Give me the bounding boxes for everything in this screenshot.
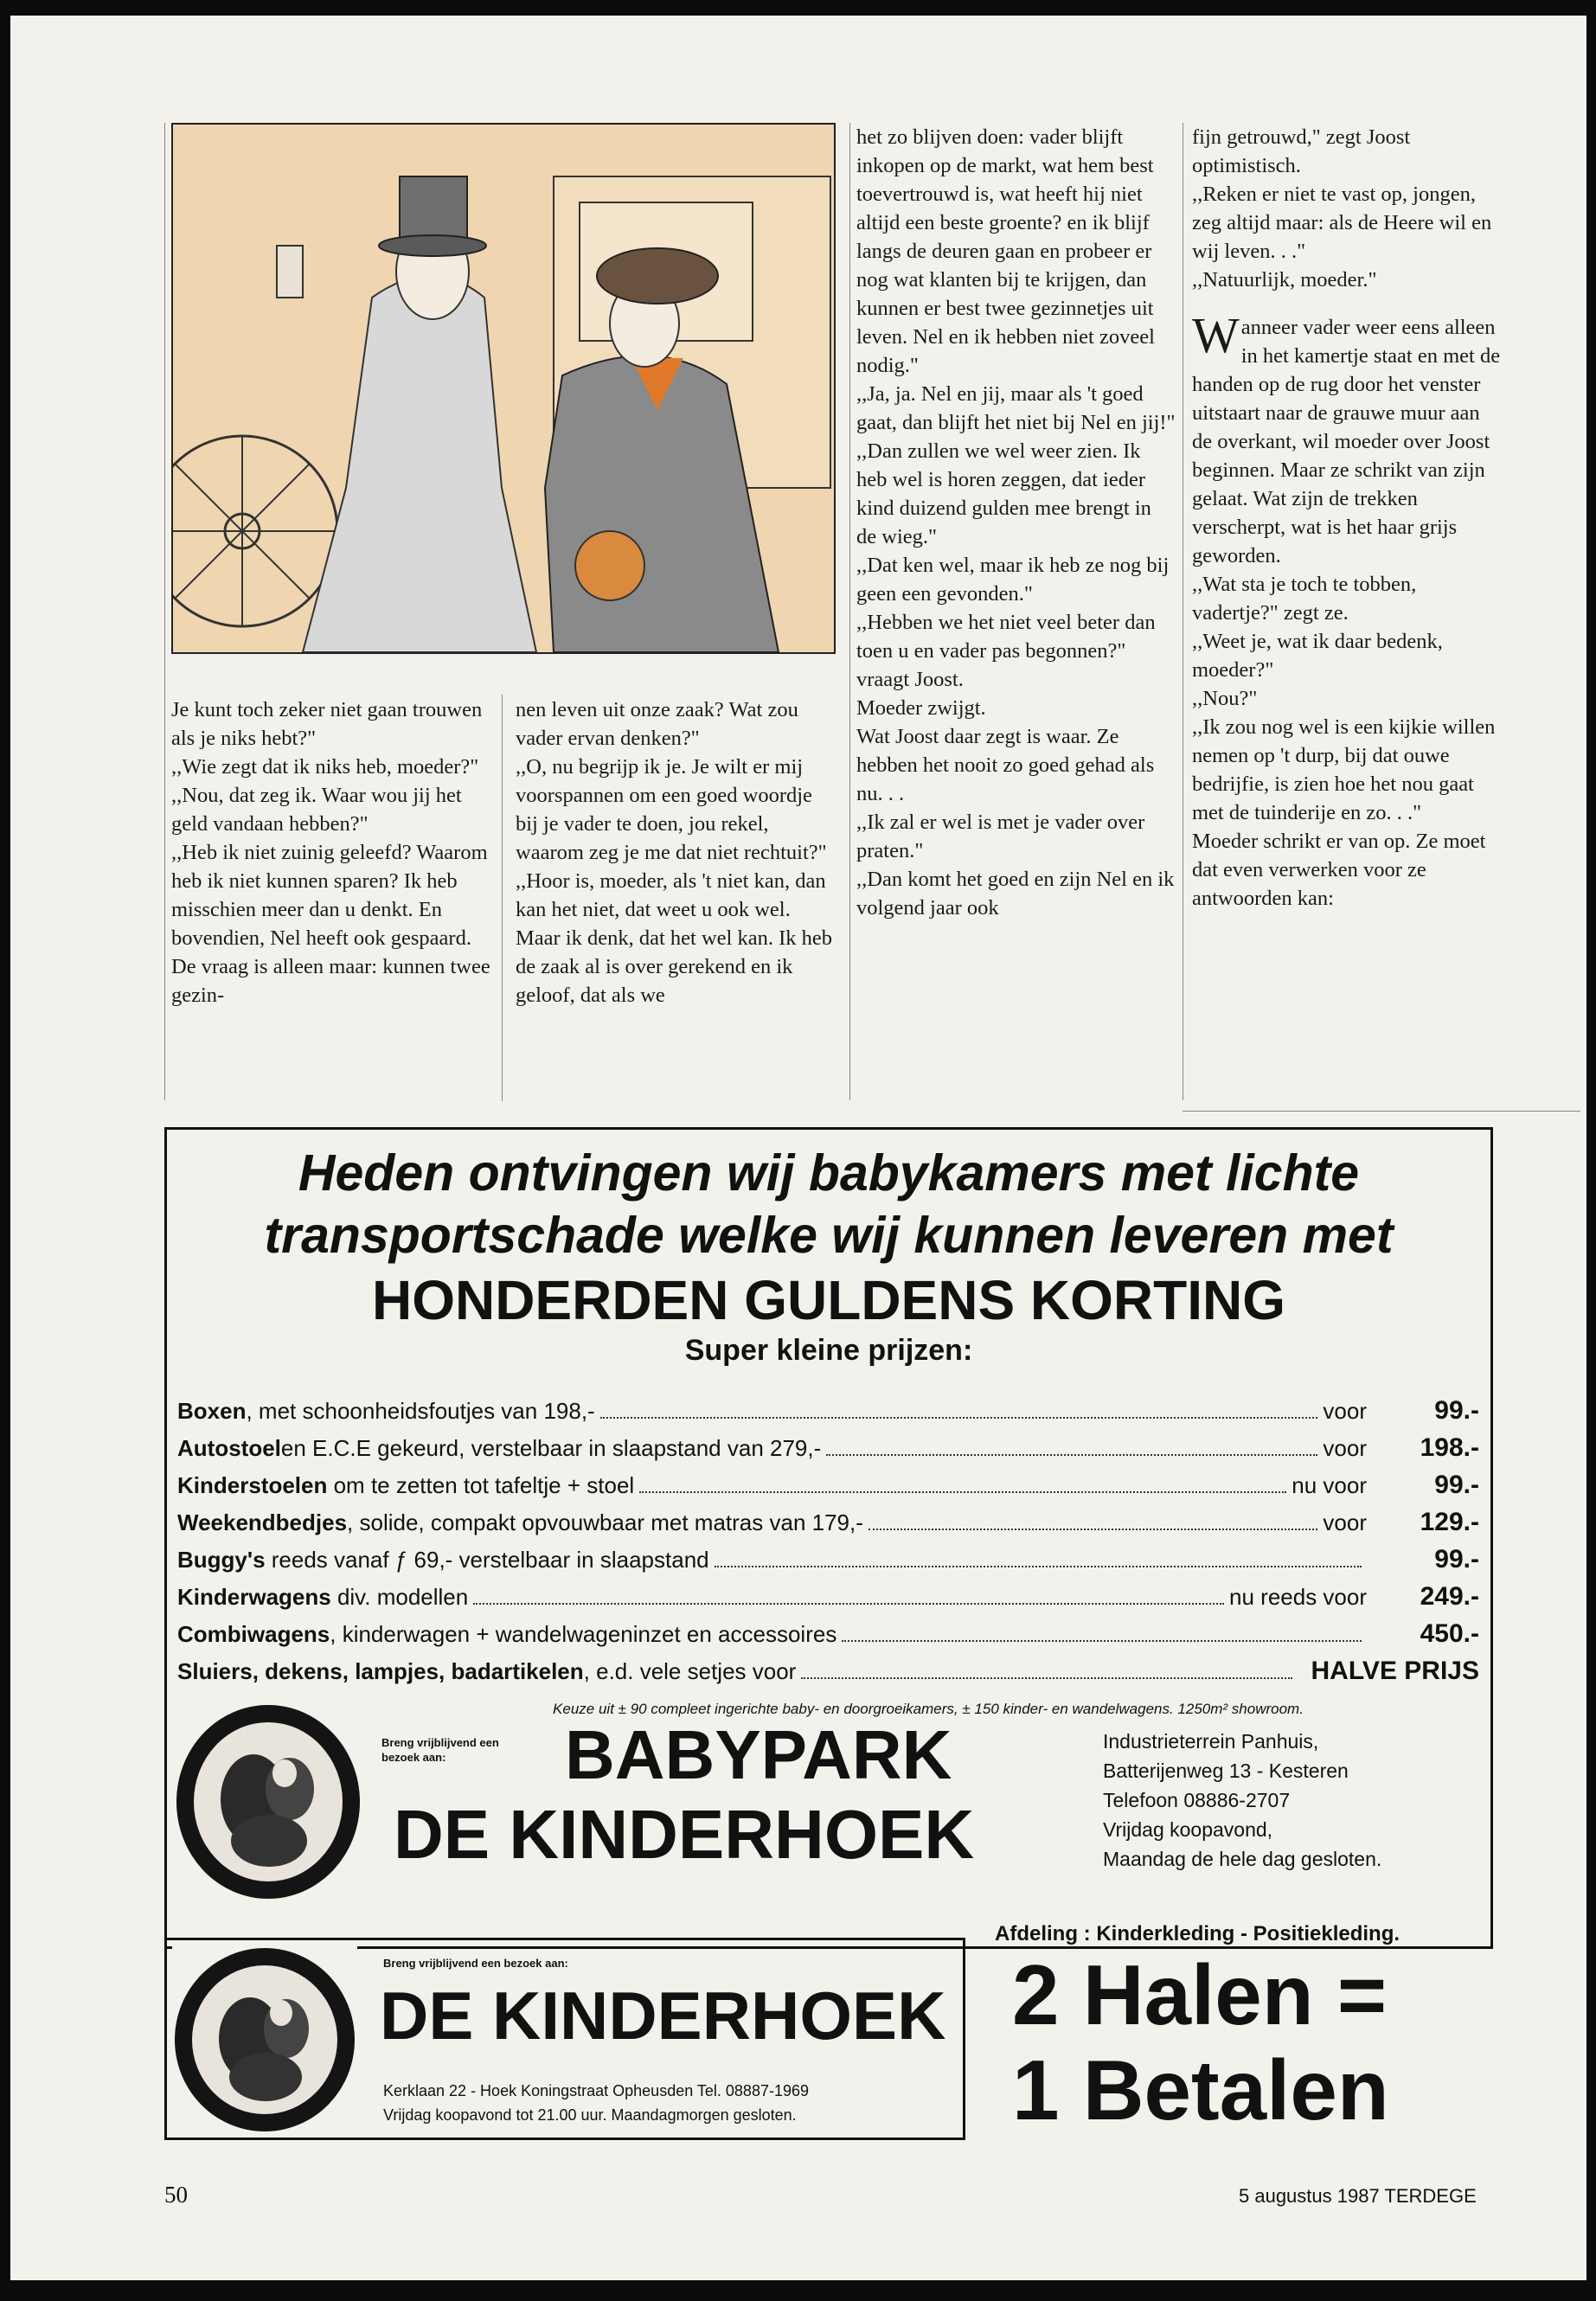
item-voor: voor [1323, 1435, 1367, 1461]
item-name: Weekendbedjes [177, 1509, 348, 1535]
paragraph: ,,O, nu begrijp ik je. Je wilt er mij voorspannen om een goed woordje bij je vader te doen, jou rekel, waarom zeg je me dat niet rechtuit?" [516, 755, 827, 864]
address-line: Industrieterrein Panhuis, [1103, 1730, 1319, 1753]
kinderhoek-logo-medallion [172, 1945, 357, 2134]
item-price: HALVE PRIJS [1311, 1657, 1479, 1685]
price-row [177, 1657, 1479, 1694]
paragraph: fijn getrouwd," zegt Joost optimistisch. [1192, 125, 1411, 177]
item-name: Kinderwagens [177, 1584, 331, 1610]
paragraph: ,,Heb ik niet zuinig geleefd? Waarom heb ik niet kunnen sparen? Ik heb misschien meer dan u denkt. En bovendien, Nel heeft ook gespaard. De vraag is alleen maar: kunnen twee gezin- [171, 841, 490, 1007]
paragraph: ,,Wie zegt dat ik niks heb, moeder?" [171, 755, 479, 779]
item-name: Boxen [177, 1398, 247, 1424]
medallion-icon [174, 1702, 362, 1901]
address-line: Maandag de hele dag gesloten. [1103, 1848, 1382, 1870]
leader-dots [801, 1677, 1292, 1679]
price-row [177, 1582, 1479, 1619]
item-description: , kinderwagen + wandelwageninzet en accessoires [330, 1621, 837, 1647]
item-description: , solide, compakt opvouwbaar met matras van 179,- [347, 1509, 863, 1535]
medallion-icon [172, 1945, 357, 2134]
paragraph [1192, 307, 1503, 570]
leader-dots [639, 1491, 1286, 1493]
item-voor: voor [1323, 1398, 1367, 1424]
paragraph: ,,Ik zou nog wel is een kijkie willen nemen op 't durp, bij dat ouwe bedrijfie, is zien hoe het nou gaat met de tuinderije en zo. . ." [1192, 715, 1496, 824]
paragraph-text: anneer vader weer eens alleen in het kamertje staat en met de handen op de rug door het venster uitstaart naar de grauwe muur aan de overkant, wil moeder over Joost beginnen. Maar ze schrikt van zijn gelaat. Wat zijn de trekken verscherpt, wat is het haar grijs geworden. [1192, 316, 1501, 567]
kinderhoek-name: DE KINDERHOEK [380, 1977, 946, 2054]
halen-slogan: 2 Halen = [1012, 1947, 1388, 2042]
price-row [177, 1433, 1479, 1471]
paragraph: ,,Hebben we het niet veel beter dan toen u en vader pas begonnen?" vraagt Joost. [856, 611, 1156, 691]
babypark-name: BABYPARK [565, 1716, 952, 1793]
couple-illustration-image [173, 125, 834, 652]
drop-cap: W [1192, 307, 1240, 363]
paragraph: ,,Dat ken wel, maar ik heb ze nog bij geen een gevonden." [856, 554, 1170, 606]
item-price: 99.- [1434, 1396, 1479, 1425]
ad-subtitle: Super kleine prijzen: [684, 1334, 973, 1367]
item-price: 450.- [1420, 1619, 1479, 1648]
address-line: Vrijdag koopavond, [1103, 1818, 1273, 1841]
paragraph: ,,Wat sta je toch te tobben, vadertje?" zegt ze. [1192, 573, 1417, 625]
paragraph: Je kunt toch zeker niet gaan trouwen als je niks hebt?" [171, 698, 483, 750]
leader-dots [826, 1454, 1317, 1456]
leader-dots [869, 1529, 1318, 1530]
paragraph: Moeder zwijgt. [856, 696, 986, 720]
paragraph: ,,Natuurlijk, moeder." [1192, 268, 1377, 292]
breng-label: Breng vrijblijvend een bezoek aan: [383, 1957, 568, 1970]
item-voor: nu voor [1292, 1472, 1367, 1498]
item-description: om te zetten tot tafeltje + stoel [327, 1472, 635, 1498]
column-rule [1183, 1111, 1580, 1112]
story-column-4 [1192, 123, 1503, 913]
afdeling-label: Afdeling : Kinderkleding - Positiekleding. [995, 1922, 1401, 1945]
item-price: 99.- [1434, 1545, 1479, 1574]
leader-dots [600, 1417, 1318, 1419]
story-column-1 [171, 695, 493, 1009]
babypark-advertisement [164, 1127, 1493, 1949]
paragraph: ,,Ik zal er wel is met je vader over praten." [856, 811, 1145, 862]
ad-address [1103, 1727, 1466, 1874]
paragraph: ,,Ja, ja. Nel en jij, maar als 't goed gaat, dan blijft het niet bij Nel en jij!" [856, 382, 1176, 434]
address-line: Vrijdag koopavond tot 21.00 uur. Maandagmorgen gesloten. [383, 2106, 797, 2124]
breng-label: Breng vrijblijvend een bezoek aan: [381, 1736, 499, 1764]
paragraph: Wat Joost daar zegt is waar. Ze hebben het nooit zo goed gehad als nu. . . [856, 725, 1155, 805]
leader-dots [473, 1603, 1224, 1605]
item-name: Sluiers, dekens, lampjes, badartikelen [177, 1658, 584, 1684]
column-rule [849, 123, 850, 1100]
paragraph: ,,Nou, dat zeg ik. Waar wou jij het geld vandaan hebben?" [171, 784, 462, 836]
paragraph: Moeder schrikt er van op. Ze moet dat even verwerken voor ze antwoorden kan: [1192, 830, 1486, 910]
leader-dots [842, 1640, 1362, 1642]
kinderhoek-name: DE KINDERHOEK [394, 1796, 975, 1873]
paragraph: ,,Weet je, wat ik daar bedenk, moeder?" [1192, 630, 1443, 682]
story-column-2 [516, 695, 839, 1009]
leader-dots [715, 1566, 1362, 1567]
address-line: Telefoon 08886-2707 [1103, 1789, 1291, 1811]
price-row [177, 1545, 1479, 1582]
item-price: 198.- [1420, 1433, 1479, 1462]
paragraph: ,,Nou?" [1192, 687, 1258, 710]
story-column-3 [856, 123, 1176, 922]
item-name: Kinderstoelen [177, 1472, 328, 1498]
price-row [177, 1396, 1479, 1433]
item-voor: voor [1323, 1509, 1367, 1535]
item-description: , met schoonheidsfoutjes van 198,- [246, 1398, 595, 1424]
item-description: reeds vanaf ƒ 69,- verstelbaar in slaapstand [265, 1547, 709, 1573]
item-voor: nu reeds voor [1229, 1584, 1367, 1610]
story-illustration [171, 123, 836, 654]
item-price: 249.- [1420, 1582, 1479, 1611]
item-price: 129.- [1420, 1508, 1479, 1536]
column-rule [164, 123, 165, 1100]
kinderhoek-advertisement [164, 1938, 965, 2140]
price-row [177, 1508, 1479, 1545]
babypark-logo-medallion [174, 1702, 362, 1901]
paragraph: ,,Dan zullen we wel weer zien. Ik heb wel is horen zeggen, dat ieder kind duizend gulden mee brengt in de wieg." [856, 439, 1151, 548]
paragraph: ,,Reken er niet te vast op, jongen, zeg altijd maar: als de Heere wil en wij leven. . ." [1192, 183, 1492, 263]
column-rule [502, 695, 503, 1101]
ad-headline-line-1: Heden ontvingen wij babykamers met lichte [298, 1144, 1360, 1202]
ad-keuze-note: Keuze uit ± 90 compleet ingerichte baby- en doorgroeikamers, ± 150 kinder- en wandelwagens. 1250m² showroom. [553, 1701, 1304, 1717]
paragraph: het zo blijven doen: vader blijft inkopen op de markt, wat hem best toevertrouwd is, wat heeft hij niet altijd een beste groente? en ik blijf langs de deuren gaan en probeer er nog wat klanten bij te krijgen, dan kunnen er best twee gezinnetjes uit leven. Nel en ik hebben niet zoveel nodig." [856, 125, 1155, 377]
item-name: Combiwagens [177, 1621, 330, 1647]
item-price: 99.- [1434, 1471, 1479, 1499]
price-row [177, 1619, 1479, 1657]
price-row [177, 1471, 1479, 1508]
kinderhoek-address [383, 2079, 809, 2127]
price-list [177, 1396, 1479, 1694]
ad-korting-headline: HONDERDEN GULDENS KORTING [371, 1269, 1286, 1331]
item-name: Buggy's [177, 1547, 266, 1573]
paragraph: ,,Dan komt het goed en zijn Nel en ik volgend jaar ook [856, 868, 1175, 920]
item-description: div. modellen [330, 1584, 469, 1610]
issue-label: 5 augustus 1987 TERDEGE [1239, 2185, 1477, 2207]
betalen-slogan: 1 Betalen [1012, 2042, 1389, 2138]
paragraph: nen leven uit onze zaak? Wat zou vader ervan denken?" [516, 698, 798, 750]
item-description: , e.d. vele setjes voor [583, 1658, 797, 1684]
page [10, 16, 1586, 2280]
page-number: 50 [164, 2182, 188, 2208]
address-line: Batterijenweg 13 - Kesteren [1103, 1759, 1349, 1782]
item-name: Autostoel [177, 1435, 281, 1461]
item-description: en E.C.E gekeurd, verstelbaar in slaapstand van 279,- [280, 1435, 822, 1461]
address-line: Kerklaan 22 - Hoek Koningstraat Opheusden Tel. 08887-1969 [383, 2082, 810, 2099]
paragraph: ,,Hoor is, moeder, als 't niet kan, dan kan het niet, dat weet u ook wel. Maar ik denk, dat het wel kan. Ik heb de zaak al is over gerekend en ik geloof, dat als we [516, 869, 833, 1007]
ad-headline-line-2: transportschade welke wij kunnen leveren met [264, 1207, 1394, 1264]
